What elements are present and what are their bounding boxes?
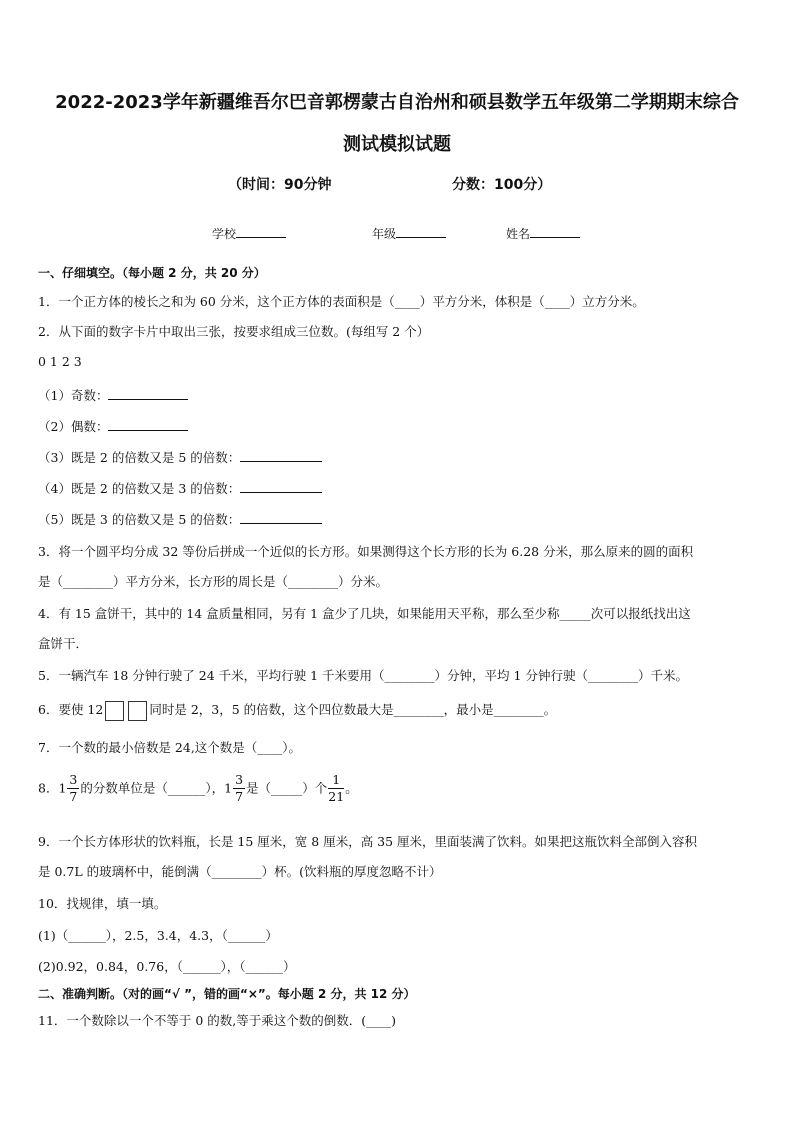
question-4-line2: 盒饼干． bbox=[38, 636, 89, 651]
question-11: 11．一个数除以一个不等于 0 的数,等于乘这个数的倒数．(____) bbox=[38, 1013, 397, 1028]
question-2: 2．从下面的数字卡片中取出三张，按要求组成三位数。(每组写 2 个） bbox=[38, 324, 430, 339]
question-10: 10．找规律，填一填。 bbox=[38, 896, 167, 911]
question-2-part-1 bbox=[38, 386, 188, 404]
grade-blank[interactable] bbox=[396, 225, 446, 238]
fraction-2-denominator: 7 bbox=[235, 788, 244, 804]
answer-blank[interactable] bbox=[108, 418, 188, 431]
digit-box-2[interactable] bbox=[128, 701, 147, 721]
question-2-part-4-label: （4）既是 2 的倍数又是 3 的倍数： bbox=[38, 481, 241, 496]
grade-label: 年级 bbox=[372, 227, 397, 241]
score-label: 分数：100分） bbox=[452, 177, 552, 193]
question-10-part-1: (1)（______），2.5，3.4，4.3，（______） bbox=[38, 928, 278, 943]
question-8-middle-1: 的分数单位是（______），1 bbox=[80, 780, 233, 796]
question-8 bbox=[38, 774, 358, 803]
fraction-2-numerator: 3 bbox=[235, 772, 244, 787]
question-6-suffix: 同时是 2，3，5 的倍数，这个四位数最大是________，最小是________。 bbox=[149, 702, 557, 717]
section1-heading: 一、仔细填空。（每小题 2 分，共 20 分） bbox=[38, 266, 266, 280]
section2-heading: 二、准确判断。（对的画“√ ”，错的画“×”。每小题 2 分，共 12 分） bbox=[38, 987, 416, 1001]
question-7: 7．一个数的最小倍数是 24,这个数是（____）。 bbox=[38, 740, 302, 755]
exam-title-line1: 2022-2023学年新疆维吾尔巴音郭楞蒙古自治州和硕县数学五年级第二学期期末综合 bbox=[55, 92, 739, 113]
time-label: （时间：90分钟 bbox=[228, 177, 332, 193]
grade-field bbox=[372, 225, 446, 242]
question-10-part-2: (2)0.92，0.84，0.76，（______），（______） bbox=[38, 959, 296, 974]
question-6-prefix: 6．要使 12 bbox=[38, 702, 104, 717]
question-3-line1: 3．将一个圆平均分成 32 等份后拼成一个近似的长方形。如果测得这个长方形的长为 6.28 分米，那么原来的圆的面积 bbox=[38, 544, 694, 559]
digit-box-1[interactable] bbox=[105, 701, 124, 721]
question-8-prefix: 8．1 bbox=[38, 780, 67, 796]
question-2-part-3-label: （3）既是 2 的倍数又是 5 的倍数： bbox=[38, 450, 241, 465]
fraction-2 bbox=[233, 774, 245, 803]
name-blank[interactable] bbox=[530, 225, 580, 238]
fraction-3 bbox=[328, 774, 344, 803]
question-6 bbox=[38, 700, 556, 721]
question-2-part-4 bbox=[38, 479, 322, 497]
question-2-part-2 bbox=[38, 417, 188, 435]
answer-blank[interactable] bbox=[240, 480, 322, 493]
answer-blank[interactable] bbox=[108, 387, 188, 400]
school-field bbox=[212, 225, 286, 242]
question-2-part-3 bbox=[38, 448, 322, 466]
question-4-line1: 4．有 15 盒饼干，其中的 14 盒质量相同，另有 1 盒少了几块，如果能用天平称，那么至少称_____次可以报纸找出这 bbox=[38, 606, 691, 621]
question-2-part-2-label: （2）偶数： bbox=[38, 419, 109, 434]
question-3-line2: 是（________）平方分米，长方形的周长是（________）分米。 bbox=[38, 574, 389, 589]
question-2-part-1-label: （1）奇数： bbox=[38, 388, 109, 403]
school-label: 学校 bbox=[212, 227, 237, 241]
fraction-3-denominator: 21 bbox=[328, 788, 345, 804]
name-field bbox=[506, 225, 580, 242]
question-2-part-5 bbox=[38, 510, 322, 528]
name-label: 姓名 bbox=[506, 227, 531, 241]
exam-title-line2: 测试模拟试题 bbox=[343, 134, 451, 155]
school-blank[interactable] bbox=[236, 225, 286, 238]
fraction-1 bbox=[67, 774, 79, 803]
fraction-1-denominator: 7 bbox=[69, 788, 78, 804]
question-2-part-5-label: （5）既是 3 的倍数又是 5 的倍数： bbox=[38, 512, 241, 527]
question-8-end: 。 bbox=[345, 780, 358, 796]
question-9-line2: 是 0.7L 的玻璃杯中，能倒满（________）杯。(饮料瓶的厚度忽略不计） bbox=[38, 864, 442, 879]
fraction-1-numerator: 3 bbox=[69, 772, 78, 787]
question-5: 5．一辆汽车 18 分钟行驶了 24 千米，平均行驶 1 千米要用（________）分钟，平均 1 分钟行驶（________）千米。 bbox=[38, 668, 688, 683]
question-2-cards: 0 1 2 3 bbox=[38, 354, 82, 369]
fraction-3-numerator: 1 bbox=[328, 774, 344, 789]
answer-blank[interactable] bbox=[240, 449, 322, 462]
question-1: 1．一个正方体的棱长之和为 60 分米，这个正方体的表面积是（____）平方分米，体积是（____）立方分米。 bbox=[38, 294, 645, 309]
answer-blank[interactable] bbox=[240, 511, 322, 524]
question-9-line1: 9．一个长方体形状的饮料瓶，长是 15 厘米，宽 8 厘米，高 35 厘米，里面装满了饮料。如果把这瓶饮料全部倒入容积 bbox=[38, 834, 698, 849]
question-8-middle-2: 是（_____）个 bbox=[246, 780, 328, 796]
